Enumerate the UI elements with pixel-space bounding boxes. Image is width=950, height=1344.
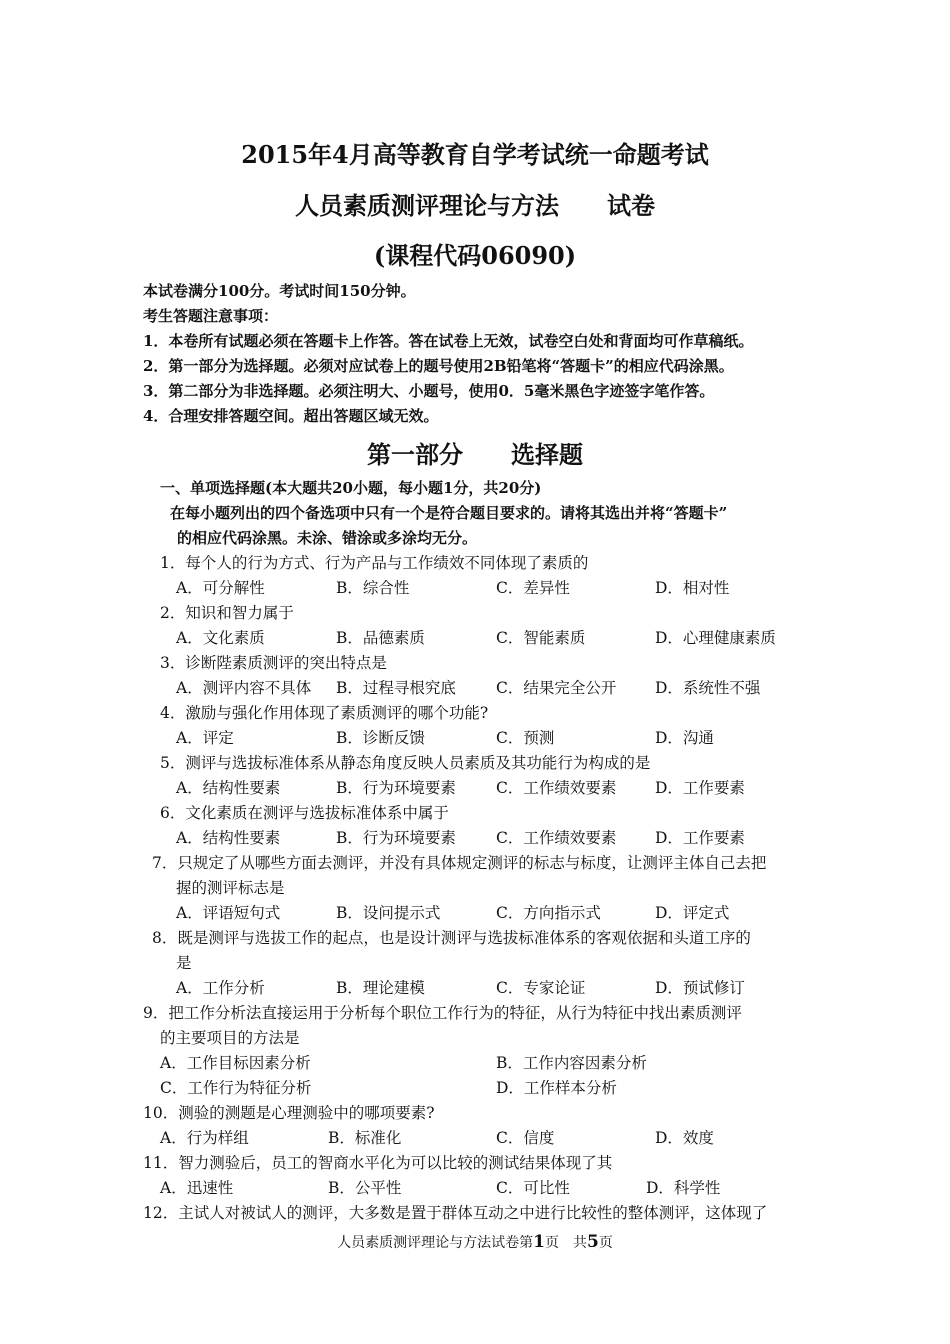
option-b: B．行为环境要素 — [336, 829, 456, 847]
option-a: A．结构性要素 — [176, 829, 281, 847]
option-a: A．工作目标因素分析 — [160, 1054, 311, 1072]
exam-title: 2015年4月高等教育自学考试统一命题考试 — [241, 140, 709, 169]
note-item: 2．第一部分为选择题。必须对应试卷上的题号使用2B铅笔将“答题卡”的相应代码涂黑。 — [143, 357, 734, 375]
current-page-number: 1 — [533, 1232, 545, 1252]
option-b: B．公平性 — [328, 1179, 402, 1197]
option-b: B．过程寻根究底 — [336, 679, 456, 697]
option-a: A．可分解性 — [176, 579, 265, 597]
option-d: D．科学性 — [646, 1179, 721, 1197]
part-one-title: 第一部分 选择题 — [367, 440, 583, 469]
option-d: D．相对性 — [655, 579, 730, 597]
paper-subject-title: 人员素质测评理论与方法 试卷 — [295, 191, 655, 220]
question-stem-continued: 是 — [176, 954, 192, 972]
section-instruction: 的相应代码涂黑。未涂、错涂或多涂均无分。 — [177, 529, 478, 547]
option-c: C．工作绩效要素 — [496, 779, 617, 797]
option-a: A．评定 — [176, 729, 234, 747]
question-stem-continued: 握的测评标志是 — [176, 879, 285, 897]
question-stem: 1．每个人的行为方式、行为产品与工作绩效不同体现了素质的 — [160, 554, 589, 572]
notes-heading: 考生答题注意事项： — [143, 307, 279, 325]
option-d: D．工作要素 — [655, 779, 745, 797]
question-stem: 4．激励与强化作用体现了素质测评的哪个功能? — [160, 704, 489, 722]
option-d: D．心理健康素质 — [655, 629, 776, 647]
option-c: C．专家论证 — [496, 979, 586, 997]
option-c: C．可比性 — [496, 1179, 570, 1197]
option-a: A．工作分析 — [176, 979, 265, 997]
option-b: B．标准化 — [328, 1129, 402, 1147]
course-code: (课程代码06090) — [373, 241, 577, 270]
option-d: D．沟通 — [655, 729, 714, 747]
option-d: D．效度 — [655, 1129, 714, 1147]
option-a: A．结构性要素 — [176, 779, 281, 797]
footer-middle: 页 共 — [545, 1235, 587, 1251]
question-stem: 9．把工作分析法直接运用于分析每个职位工作行为的特征，从行为特征中找出素质测评 — [143, 1004, 742, 1022]
note-item: 3．第二部分为非选择题。必须注明大、小题号，使用0．5毫米黑色字迹签字笔作答。 — [143, 382, 715, 400]
option-b: B．品德素质 — [336, 629, 425, 647]
option-c: C．方向指示式 — [496, 904, 601, 922]
option-d: D．系统性不强 — [655, 679, 761, 697]
option-c: C．信度 — [496, 1129, 555, 1147]
question-stem: 7．只规定了从哪些方面去测评，并没有具体规定测评的标志与标度，让测评主体自己去把 — [152, 854, 767, 872]
option-a: A．文化素质 — [176, 629, 265, 647]
total-pages-number: 5 — [587, 1232, 599, 1252]
option-a: A．测评内容不具体 — [176, 679, 312, 697]
option-b: B．诊断反馈 — [336, 729, 425, 747]
option-d: D．评定式 — [655, 904, 730, 922]
exam-score-time: 本试卷满分100分。考试时间150分钟。 — [143, 282, 416, 300]
note-item: 4．合理安排答题空间。超出答题区域无效。 — [143, 407, 439, 425]
option-d: D．预试修订 — [655, 979, 745, 997]
option-c: C．预测 — [496, 729, 555, 747]
option-a: A．评语短句式 — [176, 904, 281, 922]
footer-prefix: 人员素质测评理论与方法试卷第 — [337, 1235, 534, 1251]
option-b: B．行为环境要素 — [336, 779, 456, 797]
option-c: C．工作行为特征分析 — [160, 1079, 312, 1097]
section-title: 一、单项选择题(本大题共20小题，每小题1分，共20分) — [160, 479, 542, 497]
page-footer — [0, 1232, 950, 1252]
option-b: B．综合性 — [336, 579, 410, 597]
question-stem-continued: 的主要项目的方法是 — [160, 1029, 300, 1047]
option-a: A．行为样组 — [160, 1129, 249, 1147]
question-stem: 2．知识和智力属于 — [160, 604, 294, 622]
question-stem: 5．测评与选拔标准体系从静态角度反映人员素质及其功能行为构成的是 — [160, 754, 651, 772]
footer-suffix: 页 — [598, 1235, 613, 1251]
option-b: B．理论建模 — [336, 979, 425, 997]
option-d: D．工作样本分析 — [496, 1079, 617, 1097]
note-item: 1．本卷所有试题必须在答题卡上作答。答在试卷上无效，试卷空白处和背面均可作草稿纸。 — [143, 332, 754, 350]
option-b: B．设问提示式 — [336, 904, 441, 922]
question-stem: 3．诊断陛素质测评的突出特点是 — [160, 654, 387, 672]
question-stem: 11．智力测验后，员工的智商水平化为可以比较的测试结果体现了其 — [143, 1154, 613, 1172]
option-c: C．差异性 — [496, 579, 570, 597]
option-b: B．工作内容因素分析 — [496, 1054, 647, 1072]
option-c: C．工作绩效要素 — [496, 829, 617, 847]
section-instruction: 在每小题列出的四个备选项中只有一个是符合题目要求的。请将其选出并将“答题卡” — [170, 504, 728, 522]
option-c: C．智能素质 — [496, 629, 586, 647]
option-a: A．迅速性 — [160, 1179, 234, 1197]
question-stem: 8．既是测评与选拔工作的起点，也是设计测评与选拔标准体系的客观依据和头道工序的 — [152, 929, 751, 947]
option-c: C．结果完全公开 — [496, 679, 617, 697]
question-stem: 12．主试人对被试人的测评，大多数是置于群体互动之中进行比较性的整体测评，这体现了 — [143, 1204, 768, 1222]
question-stem: 10．测验的测题是心理测验中的哪项要素? — [143, 1104, 435, 1122]
question-stem: 6．文化素质在测评与选拔标准体系中属于 — [160, 804, 449, 822]
option-d: D．工作要素 — [655, 829, 745, 847]
